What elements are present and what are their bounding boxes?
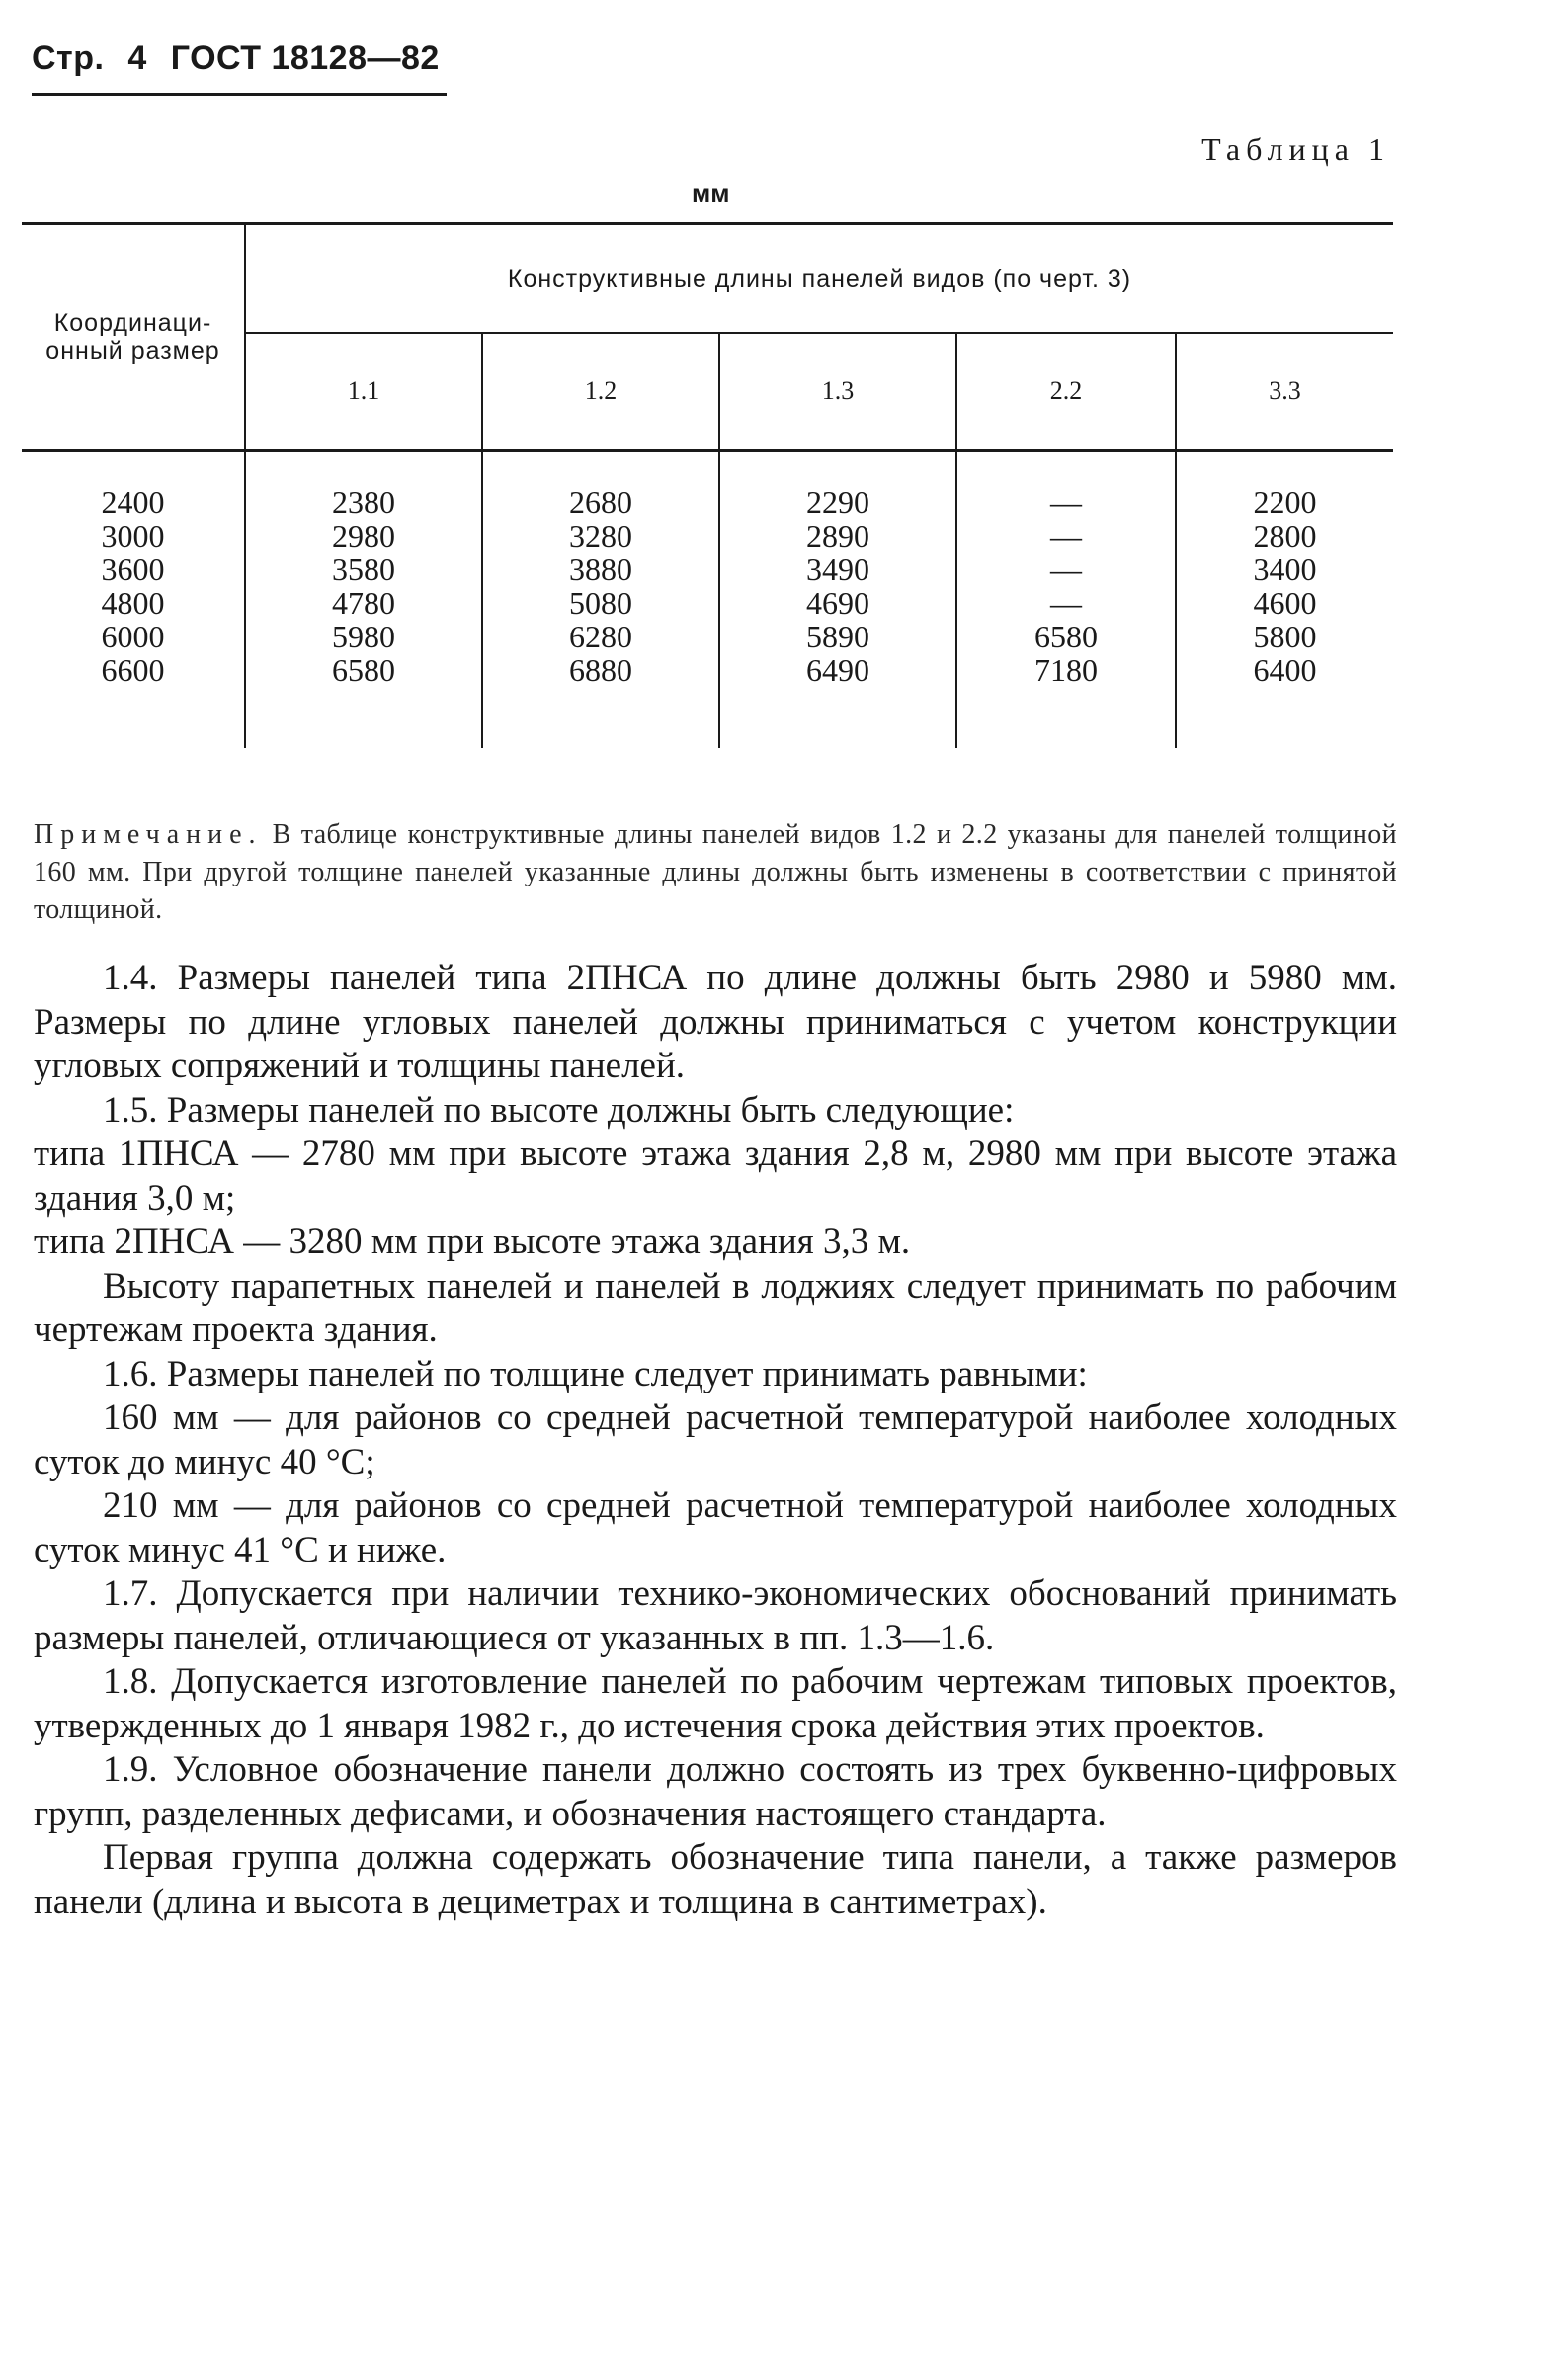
table-cell: 2200 [1176,451,1393,520]
subcolumn-header: 2.2 [956,333,1176,451]
paragraph-1-7: 1.7. Допускается при наличии технико-экономических обоснований принимать размеры панелей, отличающиеся от указанных в пп. 1.3—1.6. [34,1573,1397,1658]
subcolumn-header: 1.1 [245,333,482,451]
table-cell: 3580 [245,552,482,586]
paragraph-type-2pnsa: типа 2ПНСА — 3280 мм при высоте этажа здания 3,3 м. [34,1222,911,1262]
paragraph-1-6: 1.6. Размеры панелей по толщине следует принимать равными: [103,1353,1088,1394]
table-unit: мм [692,178,730,208]
paragraph-1-8: 1.8. Допускается изготовление панелей по рабочим чертежам типовых проектов, утвержденных до 1 января 1982 г., до истечения срока действия этих проектов. [34,1661,1397,1746]
paragraph-1-4: 1.4. Размеры панелей типа 2ПНСА по длине должны быть 2980 и 5980 мм. Размеры по длине угловых панелей должны приниматься с учетом конструкции угловых сопряжений и толщины панелей. [34,958,1397,1086]
table-cell: — [956,451,1176,520]
table-cell: 6000 [101,619,165,654]
subcolumn-header: 1.3 [719,333,956,451]
table-cell: — [956,519,1176,552]
table-cell: 6280 [482,620,719,653]
table-cell: 3400 [1176,552,1393,586]
table-cell: 4780 [245,586,482,620]
page-header [32,40,454,78]
column-group-header: Конструктивные длины панелей видов (по черт. 3) [245,224,1393,334]
paragraph-1-5: 1.5. Размеры панелей по высоте должны быть следующие: [103,1089,1015,1131]
table-row [22,653,1393,748]
table-cell: 5890 [719,620,956,653]
page-label: Стр. [32,40,105,77]
paragraph-1-9: 1.9. Условное обозначение панели должно состоять из трех буквенно-цифровых групп, разделенных дефисами, и обозначения настоящего стандарта. [34,1749,1397,1834]
table-row [22,620,1393,653]
paragraph-thickness-210: 210 мм — для районов со средней расчетной температурой наиболее холодных суток минус 41 °С и ниже. [34,1485,1397,1570]
table-cell: 3880 [482,552,719,586]
table-note [34,816,1397,929]
table-cell: 2290 [719,451,956,520]
table-cell: 2400 [101,484,165,520]
table-cell: 4800 [101,585,165,621]
paragraph-thickness-160: 160 мм — для районов со средней расчетной температурой наиболее холодных суток до минус 40 °С; [34,1397,1397,1482]
table-cell: 2980 [245,519,482,552]
table-cell: — [956,552,1176,586]
table-row [22,519,1393,552]
column-header-coordination-size: Координаци- онный размер [45,309,220,365]
body-text [34,957,1397,1924]
subcolumn-header: 1.2 [482,333,719,451]
table-cell: 6580 [956,620,1176,653]
paragraph-parapet-height: Высоту парапетных панелей и панелей в лоджиях следует принимать по рабочим чертежам проекта здания. [34,1265,1397,1350]
table-cell: 4600 [1176,586,1393,620]
panel-length-table [22,222,1393,748]
page-number: 4 [127,40,147,77]
table-cell: 6880 [482,653,719,748]
table-cell: 2800 [1176,519,1393,552]
table-cell: 4690 [719,586,956,620]
subcolumn-header: 3.3 [1176,333,1393,451]
header-rule [32,93,447,96]
note-text: В таблице конструктивные длины панелей видов 1.2 и 2.2 указаны для панелей толщиной 160 мм. При другой толщине панелей указанные длины должны быть изменены в соответствии с принятой толщиной. [34,819,1397,925]
table-row [22,586,1393,620]
table-cell: 3600 [101,551,165,587]
table-cell: 6600 [101,652,165,688]
table-cell: 3000 [101,518,165,553]
table-body [22,451,1393,749]
table-row [22,552,1393,586]
note-label: Примечание. [34,819,263,850]
table-cell: 5080 [482,586,719,620]
table-cell: 6490 [719,653,956,748]
table-row [22,451,1393,520]
table-cell: 5800 [1176,620,1393,653]
table-cell: 7180 [956,653,1176,748]
table-cell: 3280 [482,519,719,552]
table-cell: 2890 [719,519,956,552]
standard-code: ГОСТ 18128—82 [170,40,440,77]
table-cell: 3490 [719,552,956,586]
table-cell: 2680 [482,451,719,520]
paragraph-type-1pnsa: типа 1ПНСА — 2780 мм при высоте этажа здания 2,8 м, 2980 мм при высоте этажа здания 3,0 м; [34,1134,1397,1219]
table-cell: — [956,586,1176,620]
table-cell: 6580 [245,653,482,748]
table-cell: 5980 [245,620,482,653]
table-cell: 2380 [245,451,482,520]
table-label: Таблица 1 [1201,131,1390,167]
paragraph-first-group: Первая группа должна содержать обозначение типа панели, а также размеров панели (длина и высота в дециметрах и толщина в сантиметрах). [34,1837,1397,1922]
table-cell: 6400 [1176,653,1393,748]
